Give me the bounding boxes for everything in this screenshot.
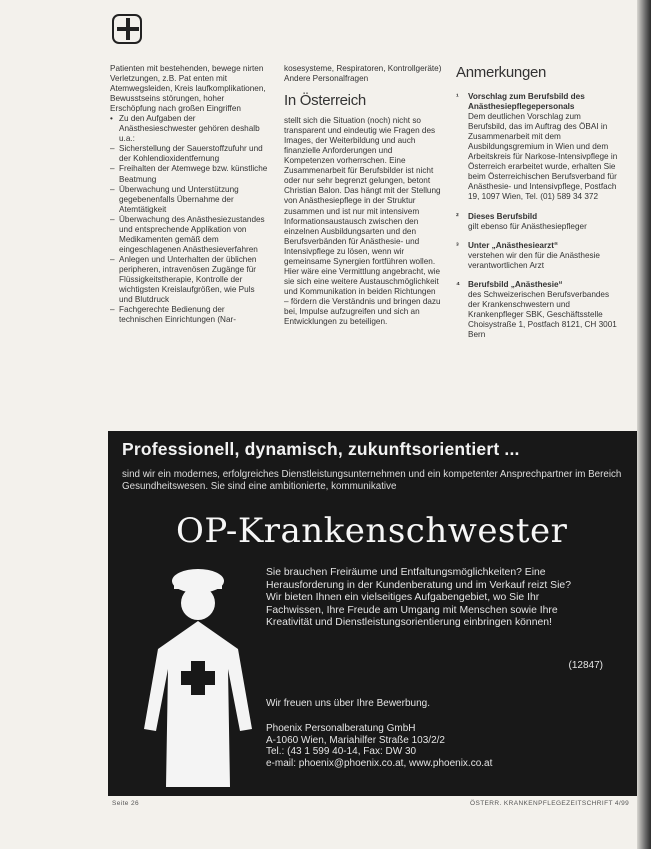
footer-journal: ÖSTERR. KRANKENPFLEGEZEITSCHRIFT 4/99 <box>470 800 630 807</box>
column-1 <box>110 64 270 325</box>
note-item <box>456 241 621 271</box>
col1-intro-line: Patienten mit bestehenden, bewege <box>110 64 243 73</box>
column-2 <box>284 64 442 327</box>
job-advertisement <box>108 431 643 796</box>
note-title: Vorschlag zum Berufsbild des Anästhesiepflegepersonals <box>468 92 585 112</box>
col1-intro-line: laufkomplikationen, Bewusstseins <box>110 84 266 104</box>
ad-body: Sie brauchen Freiräume und Entfaltungsmöglichkeiten? Eine Herausforderung in der Kundenberatung und im Verkauf reizt Sie? Wir bieten Ihnen ein vielseitiges Aufgabengebiet, wo Sie Ihr Fachwissen, Ihre Freude am Umgang mit Menschen sowie Ihre Kreativität und Dienstleistungsorientierung einbringen können! <box>266 567 571 629</box>
note-item <box>456 92 621 203</box>
page-spine-shadow <box>637 0 651 849</box>
col1-dash-list <box>110 144 270 325</box>
note-text: verstehen wir den für die Anästhesie verantwortlichen Arzt <box>468 250 600 270</box>
col1-intro <box>110 64 270 114</box>
col2-body: stellt sich die Situation (noch) nicht so transparent und eindeutig wie Fragen des Images, der Weiterbildung und auch finanzielle Anforderungen und Kompetenzen vorherrschen. Eine Zusammenarbeit für Berufsbilder ist nicht oder nur sehr begrenzt gelungen, betont Christian Balon. Das hängt mit der Stellung von Anästhesiepflege in der Struktur zusammen und ist nur mit intensivem Informationsaustausch zwischen den einzelnen Ausbildungsarten und den Berufsverbänden für Anästhesie- und Intensivpflege zu lösen, wenn wir gemeinsame Synergien fortführen wollen. Hier wäre eine Vermittlung angebracht, wie sie sich eine weitere Austauschmöglichkeit und Kommunikation in beiden Richtungen – fördern die Verständnis und bringen dazu bei, Impulse aufzugreifen und sich an Entwicklungen zu beteiligen. <box>284 116 441 327</box>
note-text: des Schweizerischen Berufsverbandes der Krankenschwestern und Krankenpfleger SBK, Geschäftsstelle Choisystraße 1, Postfach 8121, CH 3001 Bern <box>468 289 617 339</box>
note-marker: ¹ <box>456 92 459 101</box>
note-title: Unter „Anästhesiearzt“ <box>468 240 559 250</box>
ad-contact-line: e-mail: phoenix@phoenix.co.at, www.phoenix.co.at <box>266 758 493 770</box>
ad-contact-line: Tel.: (43 1 599 40-14, Fax: DW 30 <box>266 746 417 758</box>
col3-heading: Anmerkungen <box>456 64 547 81</box>
note-text: gilt ebenso für Anästhesiepfleger <box>468 221 587 231</box>
ad-contact-block <box>266 723 492 770</box>
note-marker: ² <box>456 211 459 221</box>
col1-intro-line: störungen, hoher Erschöpfung nach großen Eingriffen <box>110 94 241 114</box>
col1-dash-item: – Freihalten der Atemwege bzw. künstliche Beatmung <box>110 164 270 184</box>
ad-job-title: OP-Krankenschwester <box>176 511 568 551</box>
col1-dash-item: – Fachgerechte Bedienung der technischen Einrichtungen (Nar- <box>110 305 270 325</box>
note-marker: ³ <box>456 240 459 250</box>
col1-bullet: • Zu den Aufgaben der Anästhesieschwester gehören deshalb u.a.: <box>110 114 270 144</box>
cross-logo-icon <box>112 14 142 44</box>
col1-dash-item: – Anlegen und Unterhalten der üblichen peripheren, intravenösen Zugänge für Flüssigkeitstherapie, Kontrolle der wichtigsten Kreislaufgrößen, wie Puls und Blutdruck <box>110 255 270 305</box>
column-3 <box>456 64 621 349</box>
note-item <box>456 212 621 232</box>
note-item <box>456 280 621 340</box>
col1-dash-item: – Sicherstellung der Sauerstoffzufuhr und der Kohlendioxidentfernung <box>110 144 270 164</box>
ad-contact-line: Phoenix Personalberatung GmbH <box>266 723 416 734</box>
nurse-silhouette-icon <box>138 559 268 789</box>
note-title: Dieses Berufsbild <box>468 211 538 221</box>
note-marker: ⁴ <box>456 279 461 289</box>
ad-title: Professionell, dynamisch, zukunftsorientiert ... <box>122 439 520 459</box>
note-text: Dem deutlichen Vorschlag zum Berufsbild, das im Auftrag des ÖBAI in Zusammenarbeit mit dem Ausbildungsgremium in Wien und dem Arbeitskreis für Narkose-Intensivpflege in Österreich erarbeitet wurde, erhalten Sie beim Österreichischen Berufsverband für Anästhesie- und Intensivpflege, Postfach 19, 1097 Wien, Tel. (01) 589 34 372 <box>468 112 618 202</box>
col1-intro-line: enten mit Atemwegsleiden, Kreis <box>110 74 227 94</box>
ad-reference-number: (12847) <box>568 660 603 671</box>
col2-top-text: kosesysteme, Respiratoren, Kontrollgeräte) Andere Personalfragen <box>284 64 442 84</box>
col1-dash-item: – Überwachung und Unterstützung gegebenenfalls Übernahme der Atemtätigkeit <box>110 185 270 215</box>
col1-dash-item: – Überwachung des Anästhesiezustandes und entsprechende Applikation von Medikamenten gemäß dem eingeschlagenen Anästhesieverfahren <box>110 215 270 255</box>
ad-contact-line: A-1060 Wien, Mariahilfer Straße 103/2/2 <box>266 734 445 746</box>
footer-page-number: Seite 26 <box>112 800 140 807</box>
note-title: Berufsbild „Anästhesie“ <box>468 279 563 289</box>
notes-list <box>456 92 621 340</box>
ad-intro: sind wir ein modernes, erfolgreiches Dienstleistungsunternehmen und ein kompetenter Ansprechpartner im Bereich Gesundheitswesen. Sie sind eine ambitionierte, kommunikative <box>122 469 622 492</box>
col1-intro-line: nirten Verletzungen, z.B. Pat <box>110 64 264 84</box>
col2-heading: In Österreich <box>284 92 366 110</box>
ad-reply-text: Wir freuen uns über Ihre Bewerbung. <box>266 698 430 709</box>
